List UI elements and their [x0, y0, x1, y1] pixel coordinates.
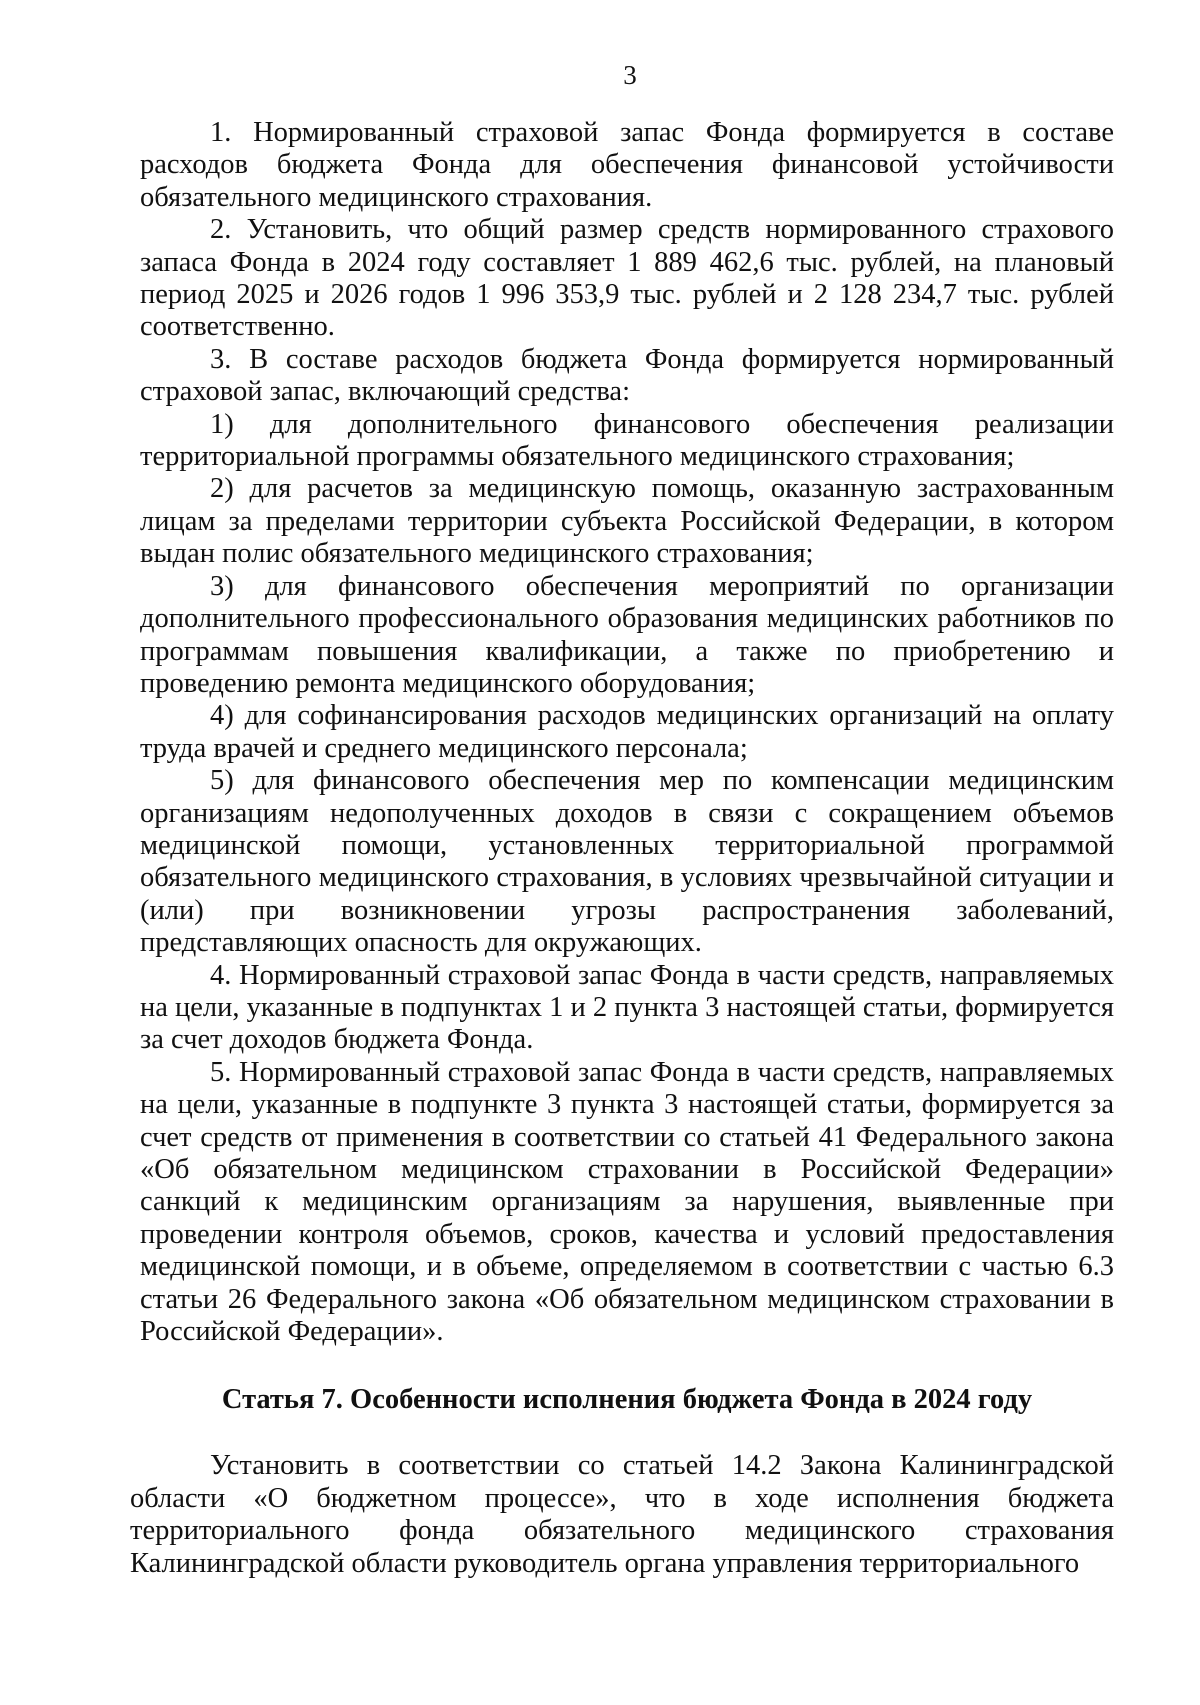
subparagraph-4: 4) для софинансирования расходов медицинских организаций на оплату труда врачей и среднего медицинского персонала;: [140, 700, 1114, 764]
paragraph-1: 1. Нормированный страховой запас Фонда формируется в составе расходов бюджета Фонда для обеспечения финансовой устойчивости обязательного медицинского страхования.: [140, 117, 1114, 213]
paragraph-4: 4. Нормированный страховой запас Фонда в части средств, направляемых на цели, указанные в подпунктах 1 и 2 пункта 3 настоящей статьи, формируется за счет доходов бюджета Фонда.: [140, 959, 1114, 1056]
subparagraph-5: 5) для финансового обеспечения мер по компенсации медицинским организациям недополученных доходов в связи с сокращением объемов медицинской помощи, установленных территориальной программой обязательного медицинского страхования, в условиях чрезвычайной ситуации и (или) при возникновении угрозы распространения заболеваний, представляющих опасность для окружающих.: [140, 765, 1114, 959]
subparagraph-2: 2) для расчетов за медицинскую помощь, оказанную застрахованным лицам за пределами территории субъекта Российской Федерации, в котором выдан полис обязательного медицинского страхования;: [140, 473, 1114, 570]
article-heading: Статья 7. Особенности исполнения бюджета Фонда в 2024 году: [221, 1384, 1033, 1415]
article-6-body: [140, 117, 1114, 1348]
paragraph-2: 2. Установить, что общий размер средств нормированного страхового запаса Фонда в 2024 году составляет 1 889 462,6 тыс. рублей, на плановый период 2025 и 2026 годов 1 996 353,9 тыс. рублей и 2 128 234,7 тыс. рублей соответственно.: [140, 214, 1114, 343]
article-7-body: [130, 1450, 1114, 1580]
paragraph-3: 3. В составе расходов бюджета Фонда формируется нормированный страховой запас, включающий средства:: [140, 343, 1114, 408]
paragraph-5: 5. Нормированный страховой запас Фонда в части средств, направляемых на цели, указанные в подпункте 3 пункта 3 настоящей статьи, формируется за счет средств от применения в соответствии со статьей 41 Федерального закона «Об обязательном медицинском страховании в Российской Федерации» санкций к медицинским организациям за нарушения, выявленные при проведении контроля объемов, сроков, качества и условий предоставления медицинской помощи, и в объеме, определяемом в соответствии с частью 6.3 статьи 26 Федерального закона «Об обязательном медицинском страховании в Российской Федерации».: [140, 1056, 1114, 1348]
page-number: 3: [623, 60, 637, 90]
article-7-paragraph-1: Установить в соответствии со статьей 14.2 Закона Калининградской области «О бюджетном процессе», что в ходе исполнения бюджета территориального фонда обязательного медицинского страхования Калининградской области руководитель органа управления территориального: [130, 1450, 1114, 1579]
subparagraph-3: 3) для финансового обеспечения мероприятий по организации дополнительного профессионального образования медицинских работников по программам повышения квалификации, а также по приобретению и проведению ремонта медицинского оборудования;: [140, 570, 1114, 699]
subparagraph-1: 1) для дополнительного финансового обеспечения реализации территориальной программы обязательного медицинского страхования;: [140, 408, 1114, 473]
